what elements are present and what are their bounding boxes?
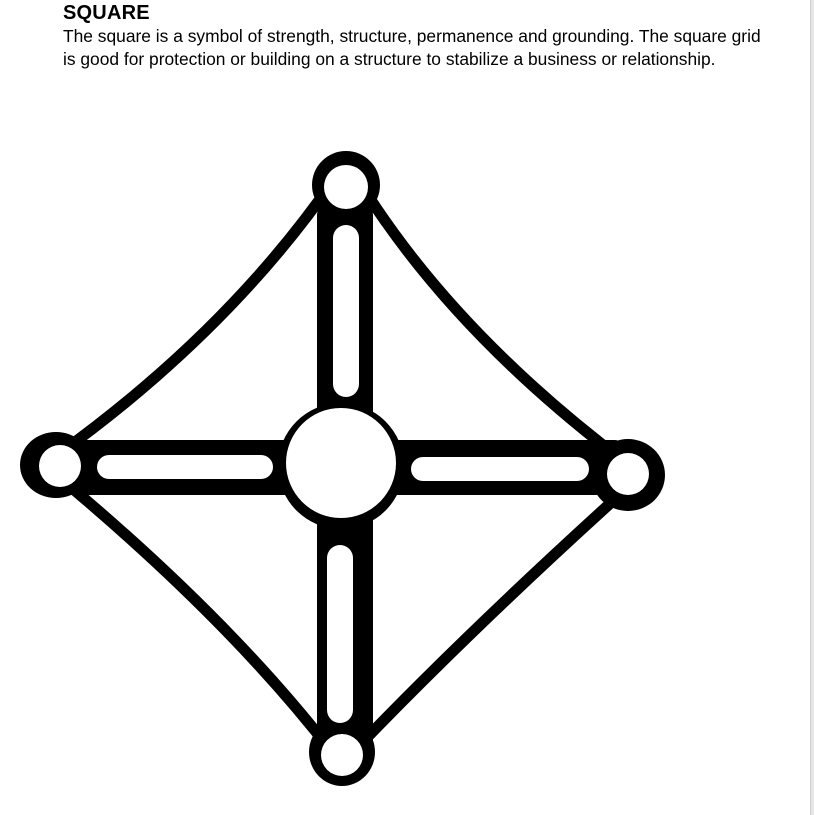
node-bottom-hole — [321, 734, 363, 776]
node-left-hole — [39, 445, 81, 487]
description-paragraph: The square is a symbol of strength, structure, permanence and grounding. The square grid is good for protection or building on a structure to stabilize a business or relationship. — [63, 26, 761, 69]
center-node-hole — [286, 408, 396, 518]
page-edge — [810, 0, 814, 815]
frame-edge-bottom-right — [353, 490, 625, 752]
slot-right — [411, 457, 589, 481]
slot-bottom — [327, 545, 353, 723]
section-heading: SQUARE — [63, 2, 150, 24]
slot-top — [333, 225, 359, 397]
white-interiors — [39, 165, 649, 776]
square-grid-symbol-icon — [0, 130, 810, 815]
node-top-hole — [324, 165, 368, 209]
node-right-hole — [607, 453, 649, 495]
frame-edge-top-left — [60, 178, 335, 453]
frame-edge-top-right — [357, 178, 625, 462]
slot-left — [97, 455, 273, 479]
frame-edge-bottom-left — [60, 478, 332, 752]
